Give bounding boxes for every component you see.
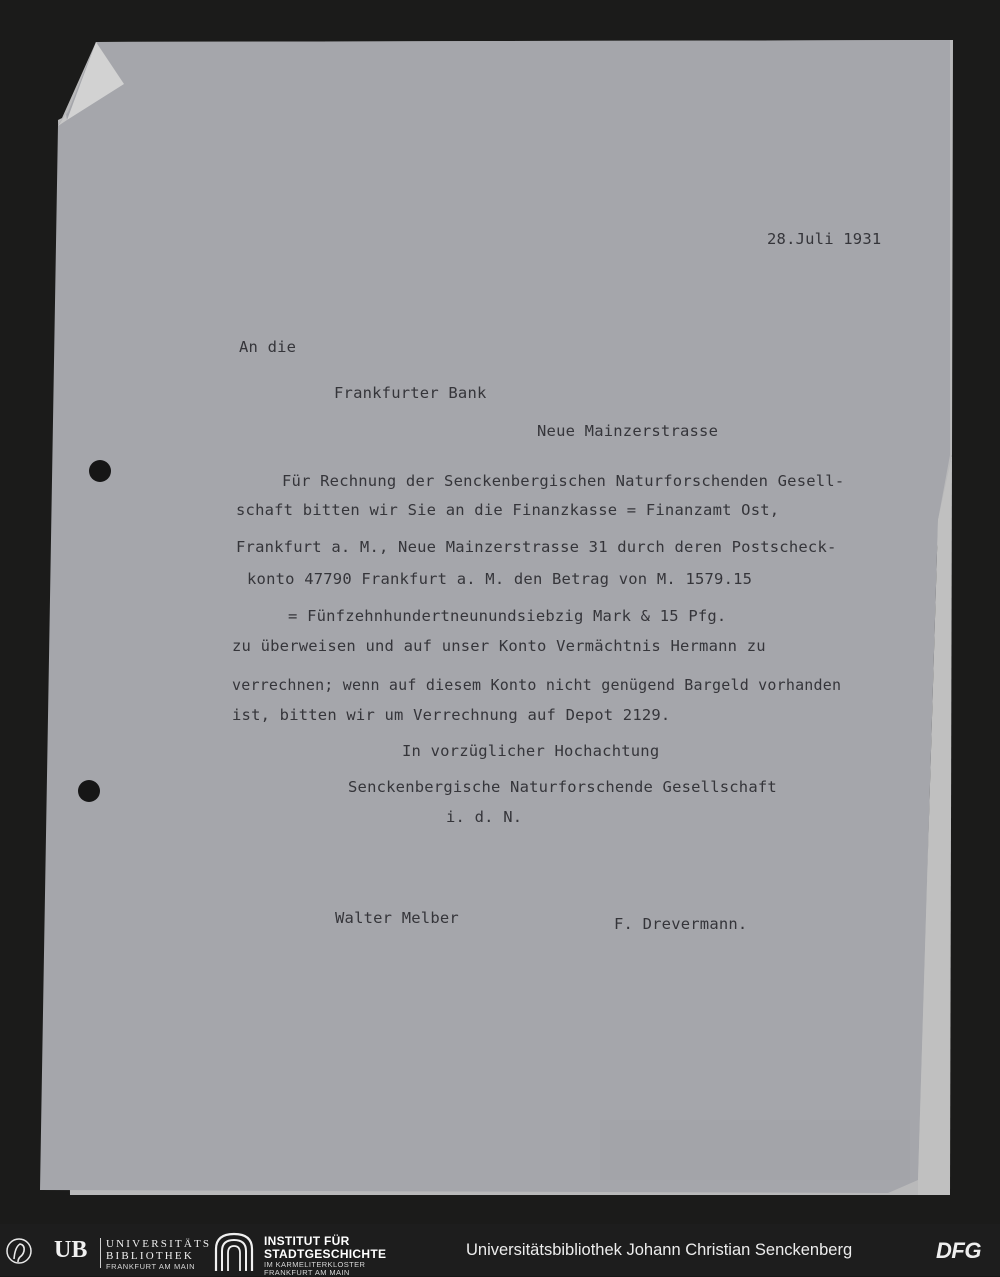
body-line: Für Rechnung der Senckenbergischen Naturforschenden Gesell- bbox=[282, 472, 845, 490]
ub-line3: FRANKFURT AM MAIN bbox=[106, 1262, 196, 1271]
signatory-left: Walter Melber bbox=[335, 909, 459, 927]
ub-line2: BIBLIOTHEK bbox=[106, 1250, 194, 1262]
ub-logo[interactable] bbox=[6, 1232, 212, 1271]
ub-letters: UB bbox=[54, 1237, 88, 1263]
isg-line1: INSTITUT FÜR bbox=[264, 1234, 350, 1248]
salutation: An die bbox=[239, 338, 297, 356]
idn: i. d. N. bbox=[446, 808, 523, 826]
recipient-name: Frankfurter Bank bbox=[334, 384, 487, 402]
organization: Senckenbergische Naturforschende Gesellschaft bbox=[348, 778, 777, 796]
dfg-logo[interactable]: DFG bbox=[936, 1238, 981, 1263]
isg-line3: IM KARMELITERKLOSTER bbox=[264, 1260, 366, 1269]
body-line: ist, bitten wir um Verrechnung auf Depot 2129. bbox=[232, 706, 671, 724]
ub-divider bbox=[100, 1238, 101, 1268]
ub-line1: UNIVERSITÄTS bbox=[106, 1238, 212, 1250]
footer-title: Universitätsbibliothek Johann Christian Senckenberg bbox=[466, 1241, 853, 1259]
body-line: zu überweisen und auf unser Konto Vermächtnis Hermann zu bbox=[232, 637, 766, 655]
isg-line4: FRANKFURT AM MAIN bbox=[264, 1268, 350, 1277]
goethe-portrait-icon bbox=[6, 1235, 54, 1267]
punch-hole-bottom bbox=[78, 780, 100, 802]
closing: In vorzüglicher Hochachtung bbox=[402, 742, 660, 760]
body-line: verrechnen; wenn auf diesem Konto nicht genügend Bargeld vorhanden bbox=[232, 676, 842, 694]
isg-line2: STADTGESCHICHTE bbox=[264, 1247, 387, 1261]
punch-hole-top bbox=[89, 460, 111, 482]
body-line: = Fünfzehnhundertneunundsiebzig Mark & 15 Pfg. bbox=[288, 607, 727, 625]
recipient-street: Neue Mainzerstrasse bbox=[537, 422, 719, 440]
footer-bar bbox=[0, 1224, 1000, 1276]
isg-logo[interactable] bbox=[212, 1231, 412, 1277]
arch-icon bbox=[212, 1231, 256, 1273]
signatory-right: F. Drevermann. bbox=[614, 915, 748, 933]
letter-date: 28.Juli 1931 bbox=[767, 230, 882, 248]
body-line: konto 47790 Frankfurt a. M. den Betrag von M. 1579.15 bbox=[247, 570, 753, 588]
body-line: schaft bitten wir Sie an die Finanzkasse = Finanzamt Ost, bbox=[236, 501, 780, 519]
body-line: Frankfurt a. M., Neue Mainzerstrasse 31 durch deren Postscheck- bbox=[236, 538, 837, 556]
